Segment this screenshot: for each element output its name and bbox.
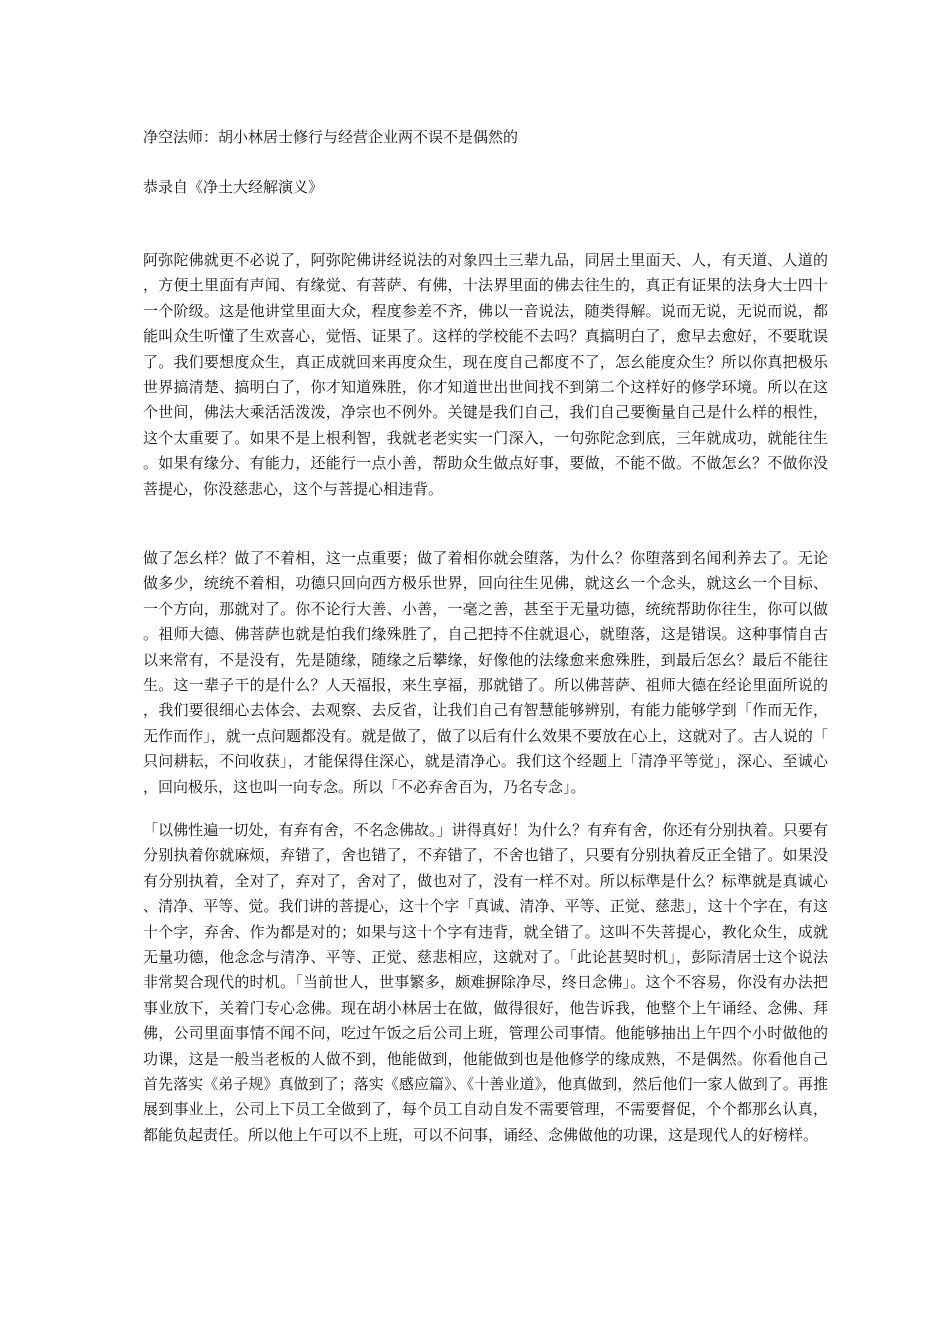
paragraph-2: 做了怎幺样？做了不着相，这一点重要；做了着相你就会堕落，为什么？你堕落到名闻利养去了。无论做多少，统统不着相，功德只回向西方极乐世界，回向往生见佛，就这幺一个念头，就这幺一个目标、一个方向，那就对了。你不论行大善、小善，一毫之善，甚至于无量功德，统统帮助你往生，你可以做。祖师大德、佛菩萨也就是怕我们缘殊胜了，自己把持不住就退心，就堕落，这是错误。这种事情自古以来常有，不是没有，先是随缘，随缘之后攀缘，好像他的法缘愈来愈殊胜，到最后怎幺？最后不能往生。这一辈子干的是什么？人天福报，来生享福，那就错了。所以佛菩萨、祖师大德在经论里面所说的，我们要很细心去体会、去观察、去反省，让我们自己有智慧能够辨别，有能力能够学到「作而无作，无作而作」，就一点问题都没有。就是做了，做了以后有什么效果不要放在心上，这就对了。古人说的「只问耕耘，不问收获」，才能保得住深心，就是清净心。我们这个经题上「清净平等觉」，深心、至诚心，回向极乐，这也叫一向专念。所以「不必弃舍百为，乃名专念」。: [143, 549, 828, 796]
paragraph-1: 阿弥陀佛就更不必说了，阿弥陀佛讲经说法的对象四土三辈九品，同居土里面天、人，有天道、人道的，方便土里面有声闻、有缘觉、有菩萨、有佛，十法界里面的佛去往生的，真正有证果的法身大士四十一个阶级。这是他讲堂里面大众，程度参差不齐，佛以一音说法，随类得解。说而无说，无说而说，都能叫众生听懂了生欢喜心，觉悟、证果了。这样的学校能不去吗？真搞明白了，愈早去愈好，不要耽误了。我们要想度众生，真正成就回来再度众生，现在度自己都度不了，怎幺能度众生？所以你真把极乐世界搞清楚、搞明白了，你才知道殊胜，你才知道世出世间找不到第二个这样好的修学环境。所以在这个世间，佛法大乘活活泼泼，净宗也不例外。关键是我们自己，我们自己要衡量自己是什么样的根性，这个太重要了。如果不是上根利智，我就老老实实一门深入，一句弥陀念到底，三年就成功，就能往生。如果有缘分、有能力，还能行一点小善，帮助众生做点好事，要做，不能不做。不做怎幺？不做你没菩提心，你没慈悲心，这个与菩提心相违背。: [143, 251, 828, 498]
document-source: 恭录自《净土大经解演义》: [143, 178, 324, 196]
document-title: 净空法师：胡小林居士修行与经营企业两不误不是偶然的: [143, 128, 519, 146]
paragraph-3: 「以佛性遍一切处，有弃有舍，不名念佛故。」讲得真好！为什么？有弃有舍，你还有分别执着。只要有分别执着你就麻烦，弃错了，舍也错了，不弃错了，不舍也错了，只要有分别执着反正全错了。如果没有分别执着，全对了，弃对了，舍对了，做也对了，没有一样不对。所以标準是什么？标準就是真诚心、清净、平等、觉。我们讲的菩提心，这十个字「真诚、清净、平等、正觉、慈悲」，这十个字在，有这十个字，弃舍、作为都是对的；如果与这十个字有违背，就全错了。这叫不失菩提心，教化众生，成就无量功德，他念念与清净、平等、正觉、慈悲相应，这就对了。「此论甚契时机」，彭际清居士这个说法非常契合现代的时机。「当前世人，世事繁多，颇难摒除净尽，终日念佛」。这个不容易，你没有办法把事业放下，关着门专心念佛。现在胡小林居士在做，做得很好，他告诉我，他整个上午诵经、念佛、拜佛，公司里面事情不闻不问，吃过午饭之后公司上班，管理公司事情。他能够抽出上午四个小时做他的功课，这是一般当老板的人做不到，他能做到，他能做到也是他修学的缘成熟，不是偶然。你看他自己首先落实《弟子规》真做到了；落实《感应篇》、《十善业道》，他真做到，然后他们一家人做到了。再推展到事业上，公司上下员工全做到了，每个员工自动自发不需要管理，不需要督促，个个都那幺认真，都能负起责任。所以他上午可以不上班，可以不问事，诵经、念佛做他的功课，这是现代人的好榜样。: [143, 821, 828, 1144]
